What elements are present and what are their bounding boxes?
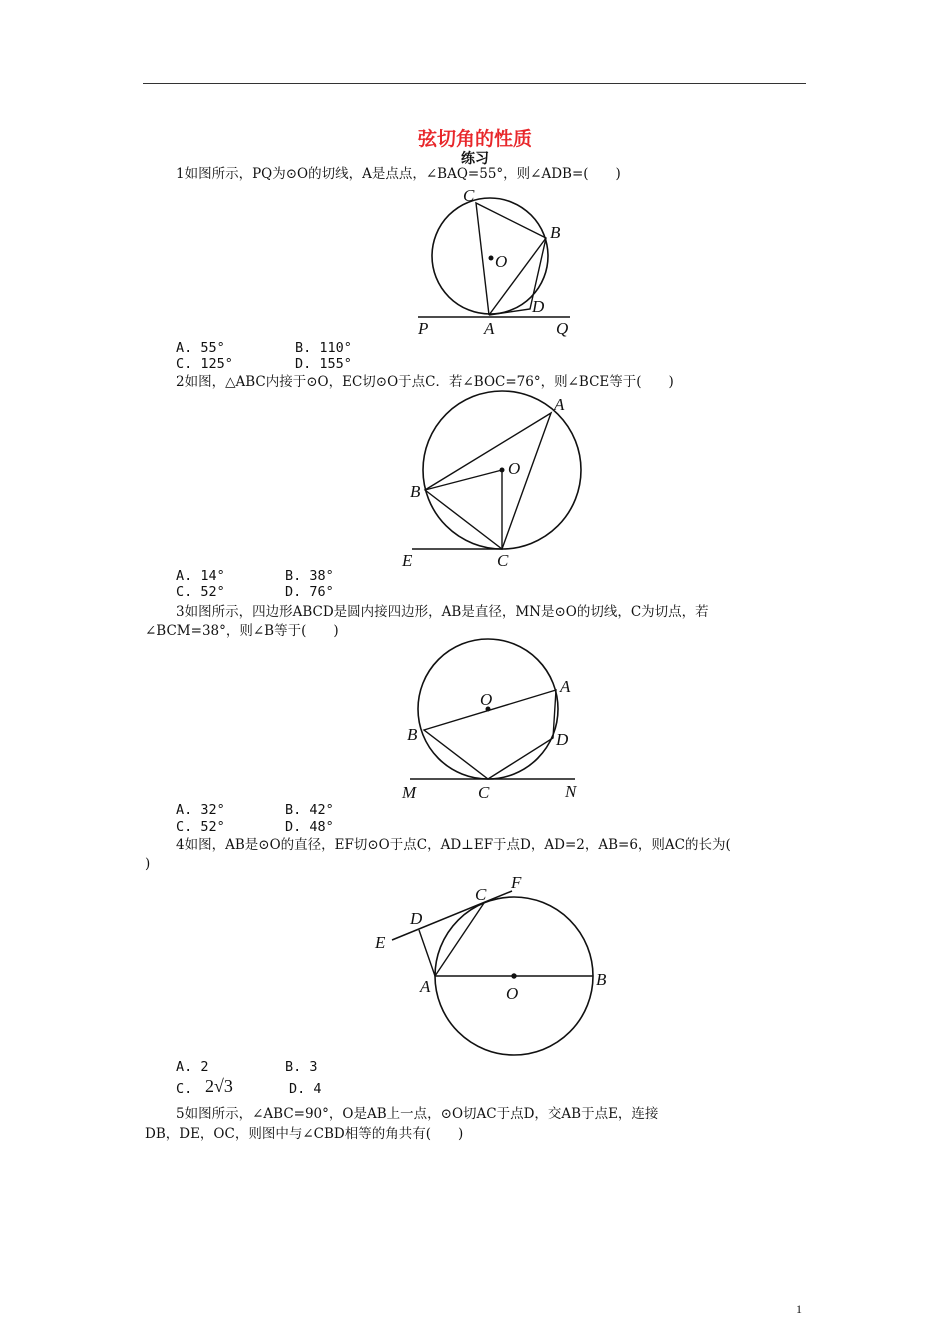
question-2-figure (398, 390, 578, 575)
q2-option-c: C. 52° (176, 584, 225, 600)
q2-label-o: O (508, 459, 521, 478)
q2-label-b: B (410, 482, 421, 501)
q4-label-f: F (511, 873, 522, 892)
q2-label-c: C (497, 551, 509, 570)
q4-label-c: C (475, 885, 487, 904)
question-4-text-line2: ) (145, 856, 151, 872)
q1-label-c: C (463, 186, 475, 205)
q3-label-m: M (402, 783, 417, 802)
question-5-text-line2: DB，DE，OC，则图中与∠CBD相等的角共有( ) (145, 1126, 464, 1142)
q3-label-b: B (407, 725, 418, 744)
q4-center-dot (511, 973, 516, 978)
page-title: 弦切角的性质 (417, 128, 532, 150)
header-rule (143, 83, 806, 84)
question-5-text-line1: 5如图所示，∠ABC=90°，O是AB上一点，⊙O切AC于点D，交AB于点E，连接 (176, 1106, 659, 1122)
question-1-text: 1如图所示，PQ为⊙O的切线，A是点点，∠BAQ=55°，则∠ADB=( ) (176, 166, 621, 182)
page-subtitle: 练习 (461, 151, 489, 167)
q3-label-d: D (556, 730, 569, 749)
q2-label-a: A (554, 395, 565, 414)
question-4-text-line1: 4如图，AB是⊙O的直径，EF切⊙O于点C，AD⊥EF于点D，AD=2，AB=6，则AC的长为( (176, 837, 731, 853)
q1-label-o: O (495, 252, 508, 271)
q2-option-a: A. 14° (176, 568, 225, 584)
q1-option-d: D. 155° (295, 356, 352, 372)
q4-option-d: D. 4 (289, 1081, 322, 1097)
q1-option-b: B. 110° (295, 340, 352, 356)
q2-triangle-abc (425, 413, 551, 549)
q3-label-c: C (478, 783, 490, 802)
q3-option-b: B. 42° (285, 802, 334, 818)
question-3-text-line1: 3如图所示，四边形ABCD是圆内接四边形，AB是直径，MN是⊙O的切线，C为切点，若 (176, 604, 709, 620)
q4-label-b: B (596, 970, 607, 989)
q3-label-o: O (480, 690, 493, 709)
q3-label-n: N (565, 782, 577, 801)
q3-label-a: A (560, 677, 571, 696)
question-4-figure (370, 868, 620, 1058)
q1-option-a: A. 55° (176, 340, 225, 356)
q1-label-a: A (484, 319, 495, 338)
q1-label-b: B (550, 223, 561, 242)
q4-option-a: A. 2 (176, 1059, 209, 1075)
q2-option-d: D. 76° (285, 584, 334, 600)
q2-label-e: E (402, 551, 413, 570)
question-3-text-line2: ∠BCM=38°，则∠B等于( ) (145, 623, 339, 639)
q2-center-dot (500, 468, 505, 473)
q1-label-q: Q (556, 319, 569, 338)
question-2-text: 2如图，△ABC内接于⊙O，EC切⊙O于点C．若∠BOC=76°，则∠BCE等于( ) (176, 374, 674, 390)
q4-label-o: O (506, 984, 519, 1003)
q3-option-a: A. 32° (176, 802, 225, 818)
question-1-figure (410, 183, 580, 343)
q1-label-d: D (532, 297, 545, 316)
q1-label-p: P (418, 319, 429, 338)
q4-option-c-value: 2√3 (205, 1076, 233, 1096)
q2-radius-ob (425, 470, 502, 490)
q4-label-a: A (420, 977, 431, 996)
q4-label-e: E (375, 933, 386, 952)
q4-option-b: B. 3 (285, 1059, 318, 1075)
q2-option-b: B. 38° (285, 568, 334, 584)
page-number: 1 (796, 1302, 802, 1316)
q4-chord-ac (435, 903, 484, 976)
q3-option-c: C. 52° (176, 819, 225, 835)
q3-option-d: D. 48° (285, 819, 334, 835)
q4-option-c-prefix: C. (176, 1081, 193, 1097)
q1-option-c: C. 125° (176, 356, 233, 372)
q1-center-dot (489, 256, 494, 261)
q4-label-d: D (410, 909, 423, 928)
q4-segment-ad (419, 930, 435, 976)
question-3-figure (398, 635, 588, 803)
